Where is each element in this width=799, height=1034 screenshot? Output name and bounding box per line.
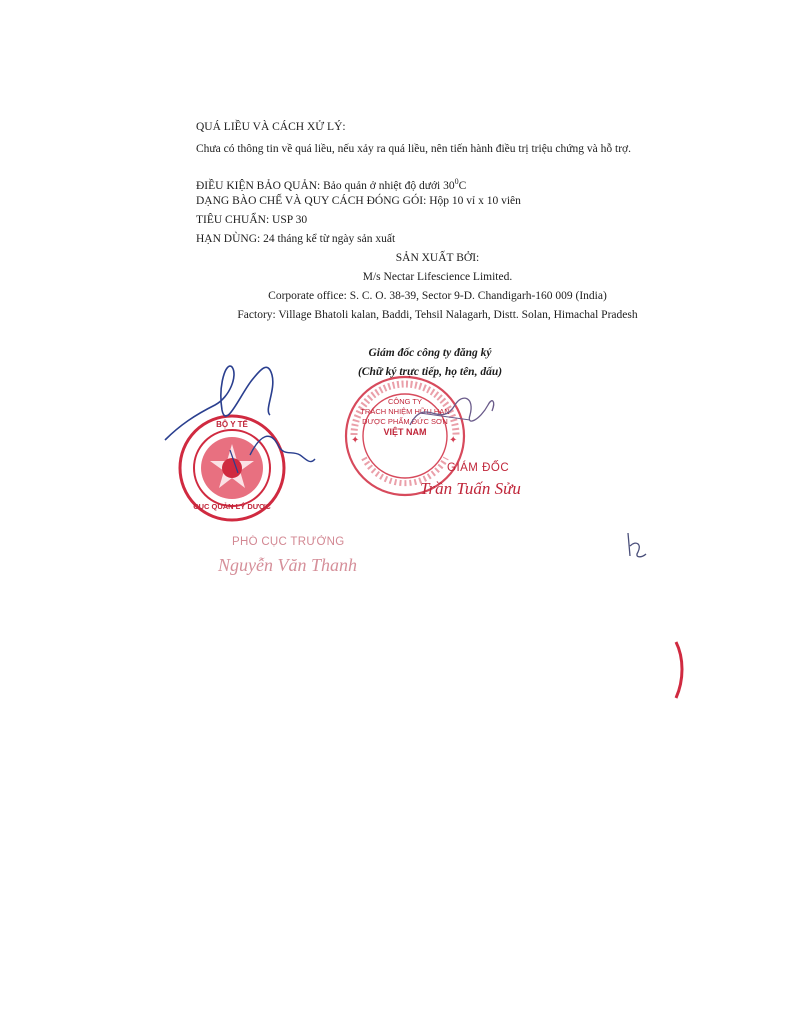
initials-mark bbox=[620, 528, 650, 563]
manufacturer-name: M/s Nectar Lifescience Limited. bbox=[362, 271, 513, 283]
dosage-form-value: Hộp 10 vỉ x 10 viên bbox=[429, 195, 521, 207]
signature-subtitle: (Chữ ký trực tiếp, họ tên, dấu) bbox=[357, 366, 503, 378]
stamp-line4: VIỆT NAM bbox=[383, 427, 427, 437]
company-signature-scribble bbox=[400, 385, 500, 440]
ministry-signature-scribble bbox=[160, 355, 320, 485]
storage-line bbox=[196, 177, 466, 192]
overdose-body: Chưa có thông tin về quá liều, nếu xảy ra quá liều, nên tiến hành điều trị triệu chứng và hỗ trợ. bbox=[196, 143, 631, 155]
company-signer-title: GIÁM ĐỐC bbox=[447, 462, 510, 474]
ministry-stamp-bottom: CỤC QUẢN LÝ DƯỢC bbox=[193, 502, 271, 511]
manufacturer-factory: Factory: Village Bhatoli kalan, Baddi, Tehsil Nalagarh, Distt. Solan, Himachal Pradesh bbox=[237, 309, 638, 321]
stamp-line1: CÔNG TY bbox=[387, 397, 423, 406]
stamp-line2: TRÁCH NHIỆM HỮU HẠN bbox=[360, 407, 450, 416]
standard-value: USP 30 bbox=[272, 214, 308, 226]
manufacturer-corporate: Corporate office: S. C. O. 38-39, Sector 9-D. Chandigarh-160 009 (India) bbox=[268, 290, 607, 302]
storage-label: ĐIỀU KIỆN BẢO QUẢN: bbox=[196, 179, 321, 192]
storage-sup: 0 bbox=[454, 177, 459, 186]
standard-label: TIÊU CHUẨN: bbox=[196, 214, 270, 226]
svg-text:✦: ✦ bbox=[449, 435, 458, 446]
standard-line bbox=[196, 214, 307, 226]
expiry-line bbox=[196, 233, 395, 245]
svg-text:✦: ✦ bbox=[351, 435, 360, 446]
storage-value: Bảo quản ở nhiệt độ dưới 30 bbox=[323, 179, 455, 192]
dosage-form-label: DẠNG BÀO CHẾ VÀ QUY CÁCH ĐÓNG GÓI: bbox=[196, 195, 427, 207]
ministry-signer-title: PHÓ CỤC TRƯỞNG bbox=[232, 536, 345, 548]
signature-title: Giám đốc công ty đăng ký bbox=[368, 347, 492, 359]
dosage-form-line bbox=[196, 195, 521, 207]
expiry-value: 24 tháng kể từ ngày sản xuất bbox=[263, 233, 396, 245]
overdose-heading: QUÁ LIỀU VÀ CÁCH XỬ LÝ: bbox=[196, 121, 346, 133]
expiry-label: HẠN DÙNG: bbox=[196, 233, 261, 245]
stamp-line3: DƯỢC PHẨM ĐỨC SƠN bbox=[362, 417, 448, 426]
ministry-stamp-top: BỘ Y TẾ bbox=[216, 420, 248, 429]
manufacturer-heading: SẢN XUẤT BỞI: bbox=[395, 252, 480, 264]
company-signer-name: Trần Tuấn Sửu bbox=[420, 479, 521, 498]
storage-unit: C bbox=[458, 179, 467, 192]
ministry-signer-name: Nguyễn Văn Thanh bbox=[218, 555, 357, 575]
page-edge-stamp-mark bbox=[672, 640, 688, 700]
